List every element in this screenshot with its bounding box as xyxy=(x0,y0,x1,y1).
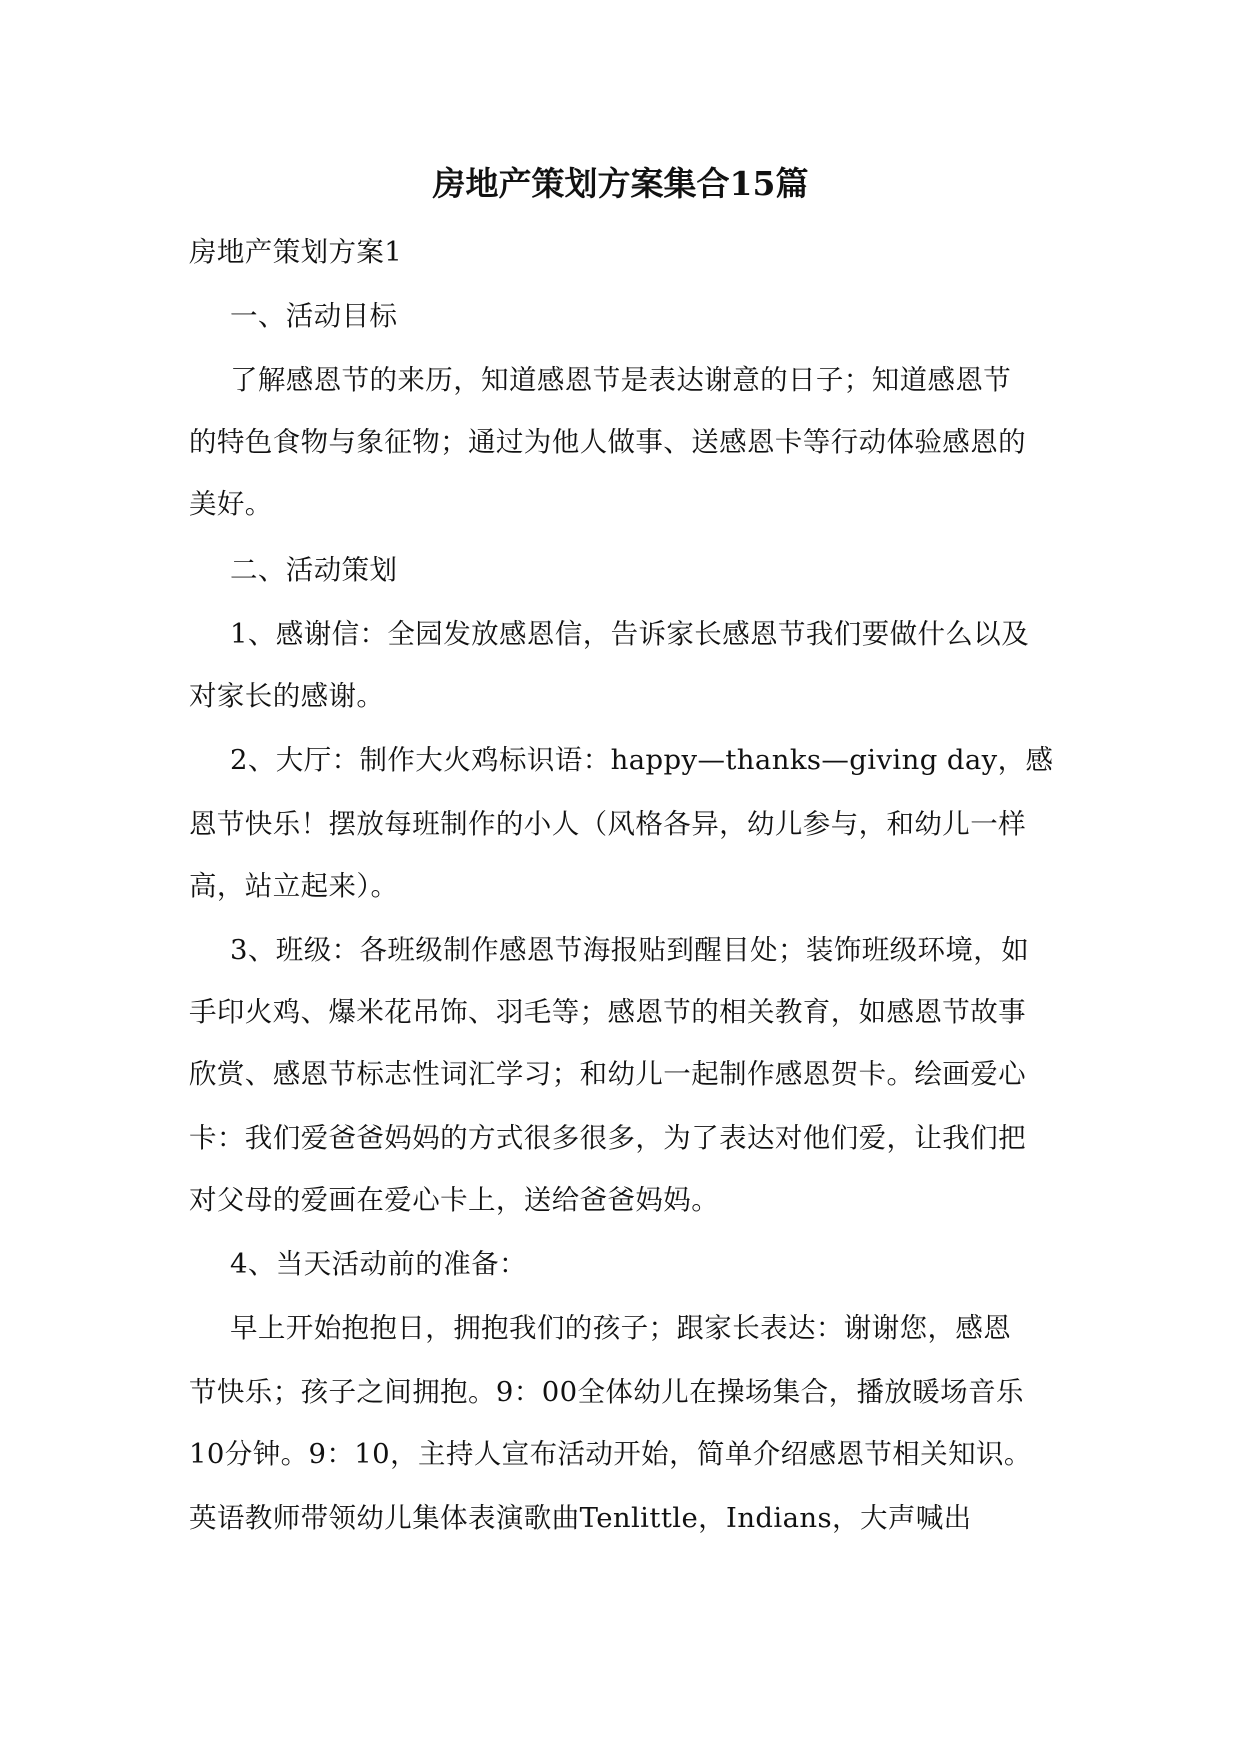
paragraph-line: 2、大厅：制作大火鸡标识语：happy—thanks—giving day，感 xyxy=(230,744,1054,776)
paragraph-line: 高，站立起来）。 xyxy=(189,870,399,902)
paragraph-line: 对家长的感谢。 xyxy=(189,680,385,712)
paragraph-line: 对父母的爱画在爱心卡上，送给爸爸妈妈。 xyxy=(189,1184,720,1216)
paragraph-line: 欣赏、感恩节标志性词汇学习；和幼儿一起制作感恩贺卡。绘画爱心 xyxy=(189,1058,1026,1090)
paragraph-line: 英语教师带领幼儿集体表演歌曲Tenlittle，Indians，大声喊出 xyxy=(189,1502,972,1534)
paragraph-line: 了解感恩节的来历，知道感恩节是表达谢意的日子；知道感恩节 xyxy=(230,364,1012,396)
paragraph-line: 节快乐；孩子之间拥抱。9：00全体幼儿在操场集合，播放暖场音乐 xyxy=(189,1376,1024,1408)
section-heading: 房地产策划方案1 xyxy=(189,236,403,268)
paragraph-line: 的特色食物与象征物；通过为他人做事、送感恩卡等行动体验感恩的 xyxy=(189,426,1026,458)
heading-activity-goal: 一、活动目标 xyxy=(230,300,398,332)
paragraph-line: 美好。 xyxy=(189,488,273,520)
paragraph-line: 10分钟。9：10，主持人宣布活动开始，简单介绍感恩节相关知识。 xyxy=(189,1438,1032,1470)
paragraph-line: 早上开始抱抱日，拥抱我们的孩子；跟家长表达：谢谢您，感恩 xyxy=(230,1312,1012,1344)
paragraph-line: 恩节快乐！摆放每班制作的小人（风格各异，幼儿参与，和幼儿一样 xyxy=(189,808,1026,840)
paragraph-line: 手印火鸡、爆米花吊饰、羽毛等；感恩节的相关教育，如感恩节故事 xyxy=(189,996,1026,1028)
paragraph-line: 卡：我们爱爸爸妈妈的方式很多很多，为了表达对他们爱，让我们把 xyxy=(189,1122,1026,1154)
heading-activity-plan: 二、活动策划 xyxy=(230,554,398,586)
paragraph-line: 1、感谢信：全园发放感恩信，告诉家长感恩节我们要做什么以及 xyxy=(230,618,1030,650)
document-title: 房地产策划方案集合15篇 xyxy=(432,164,809,203)
heading-preparation: 4、当天活动前的准备： xyxy=(230,1248,527,1280)
paragraph-line: 3、班级：各班级制作感恩节海报贴到醒目处；装饰班级环境，如 xyxy=(230,934,1030,966)
